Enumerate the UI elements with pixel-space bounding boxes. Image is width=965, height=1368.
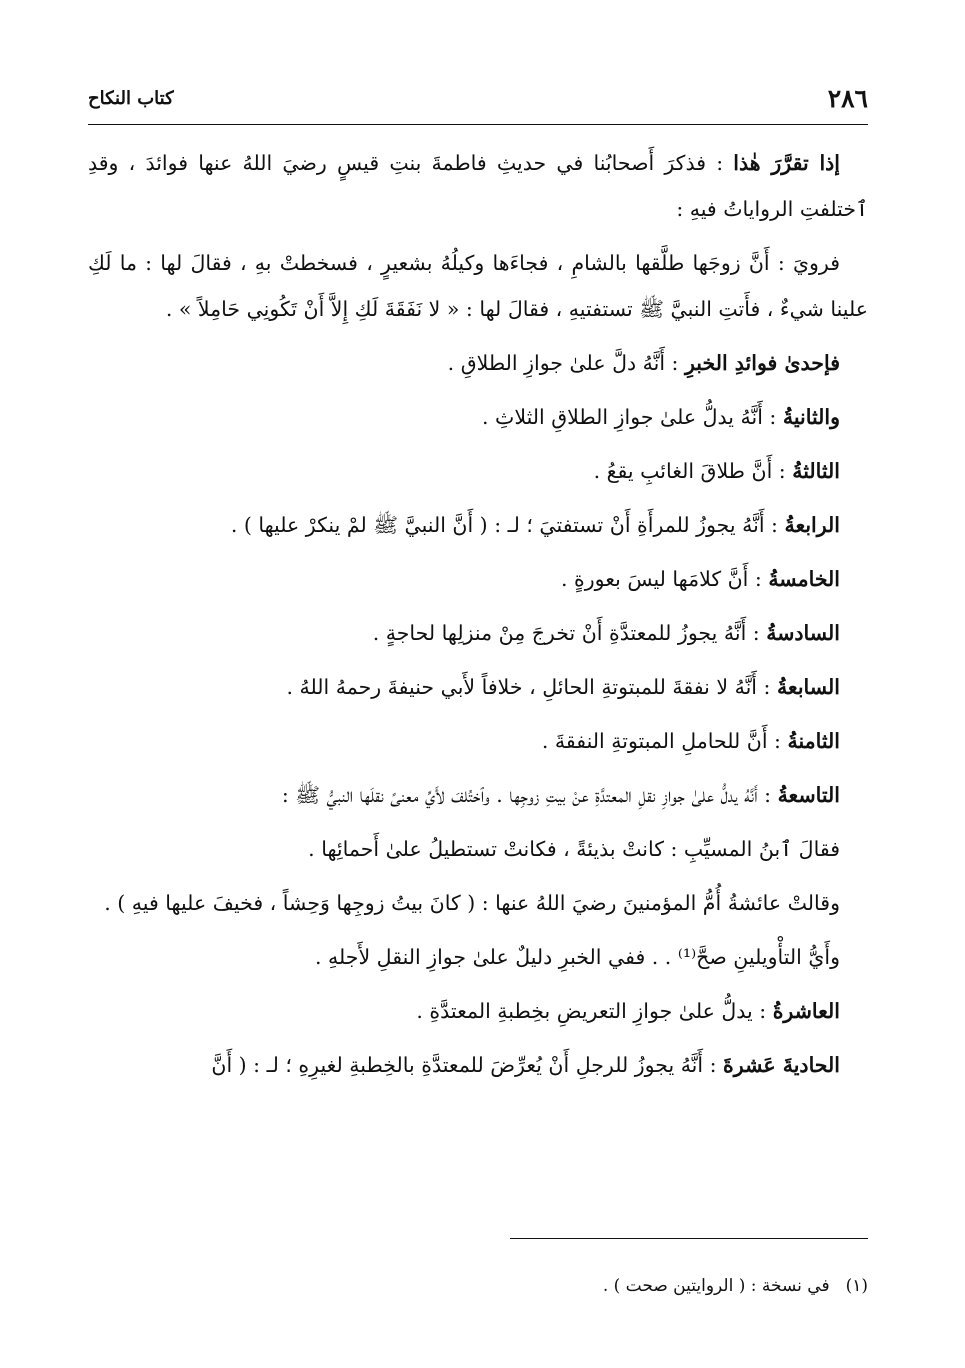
header-rule bbox=[88, 124, 868, 125]
paragraph-text: فقالَ ٱبنُ المسيِّبِ : كانتْ بذيئةً ، فكانتْ تستطيلُ علىٰ أَحمائِها . bbox=[308, 837, 840, 861]
paragraph-text: : أَنَّهُ يجوزُ للمرأَةِ أَنْ تستفتيَ ؛ لـ : ( أَنَّ النبيَّ ﷺ لمْ ينكرْ عليها ) . bbox=[230, 513, 785, 537]
paragraph bbox=[88, 664, 868, 710]
paragraph-text: : أَنَّهُ يجوزُ للرجلِ أَنْ يُعرِّضَ للمعتدَّةِ بالخِطبةِ لغيرِهِ ؛ لـ : ( أَنَّ bbox=[211, 1053, 724, 1077]
paragraph bbox=[88, 610, 868, 656]
paragraph bbox=[88, 340, 868, 386]
paragraph-lead: الخامسةُ bbox=[768, 567, 840, 591]
paragraph-lead: التاسعةُ bbox=[777, 783, 840, 807]
footnotes bbox=[88, 1268, 868, 1304]
paragraph-lead: السادسةُ bbox=[766, 621, 840, 645]
paragraph-text: : أَنَّهُ يجوزُ للمعتدَّةِ أَنْ تخرجَ مِنْ منزلِها لحاجةٍ . bbox=[372, 621, 767, 645]
page-header bbox=[88, 80, 868, 120]
paragraph-text: : أَنَّهُ لا نفقةَ للمبتوتةِ الحائلِ ، خلافاً لأَبي حنيفةَ رحمهُ اللهُ . bbox=[286, 675, 777, 699]
footnote bbox=[88, 1268, 868, 1304]
paragraph-text: فرويَ : أَنَّ زوجَها طلَّقها بالشامِ ، فجاءَها وكيلُهُ بشعيرٍ ، فسخطتْ بهِ ، فقالَ لها : ما لَكِ علينا شيءٌ ، فأَتتِ النبيَّ ﷺ تستفتيهِ ، فقالَ لها : « لا نَفَقَةَ لَكِ إِلاَّ أَنْ تَكُونِي حَامِلاً » . bbox=[88, 251, 868, 321]
paragraph-text: : فذكرَ أَصحابُنا في حديثِ فاطمةَ بنتِ قيسٍ رضيَ اللهُ عنها فوائدَ ، وقدِ ٱختلفتِ الرواياتُ فيهِ : bbox=[88, 151, 868, 221]
paragraph-text: : يدلُّ علىٰ جوازِ التعريضِ بخِطبةِ المعتدَّةِ . bbox=[416, 999, 773, 1023]
paragraph-text: : أَنَّهُ دلَّ علىٰ جوازِ الطلاقِ . bbox=[447, 351, 685, 375]
paragraph bbox=[88, 556, 868, 602]
paragraph-lead: الثامنةُ bbox=[787, 729, 840, 753]
paragraph-lead: الرابعةُ bbox=[784, 513, 840, 537]
footnote-number: (١) bbox=[845, 1276, 868, 1296]
paragraph bbox=[88, 718, 868, 764]
paragraph-text: : أَنَّهُ يدلُّ علىٰ جوازِ الطلاقِ الثلاثِ . bbox=[482, 405, 783, 429]
paragraph bbox=[88, 988, 868, 1034]
paragraph bbox=[88, 240, 868, 332]
paragraph-lead: الحاديةَ عَشرةَ bbox=[723, 1053, 840, 1077]
running-title: كتاب النكاح bbox=[88, 88, 174, 109]
main-text bbox=[88, 140, 868, 1088]
paragraph-lead: إذا تقرَّرَ هٰذا bbox=[733, 151, 840, 175]
paragraph-text: : أَنَّ للحاملِ المبتوتةِ النفقةَ . bbox=[541, 729, 788, 753]
paragraph-text: وقالتْ عائشةُ أُمُّ المؤمنينَ رضيَ اللهُ عنها : ( كانَ بيتُ زوجِها وَحِشاً ، فخيفَ عليها فيهِ ) . bbox=[104, 891, 840, 915]
paragraph-text: وأَيُّ التأْويلينِ صحَّ⁽¹⁾ . . ففي الخبرِ دليلٌ علىٰ جوازِ النقلِ لأَجلهِ . bbox=[314, 945, 840, 969]
paragraph-lead: والثانيةُ bbox=[782, 405, 840, 429]
paragraph-lead: الثالثةُ bbox=[792, 459, 840, 483]
paragraph bbox=[88, 934, 868, 980]
paragraph bbox=[88, 826, 868, 872]
paragraph-lead: السابعةُ bbox=[776, 675, 840, 699]
paragraph-text: : أَنَّهُ يدلُّ علىٰ جوازِ نقلِ المعتدَّةِ عنْ بيتِ زوجِها . وٱختُلفَ لأَيِّ معنىً نقلَها النبيُّ ﷺ : bbox=[281, 783, 778, 807]
paragraph bbox=[88, 140, 868, 232]
paragraph-text: : أَنَّ كلامَها ليسَ بعورةٍ . bbox=[560, 567, 769, 591]
paragraph bbox=[88, 394, 868, 440]
page-number: ٢٨٦ bbox=[827, 84, 868, 113]
paragraph bbox=[88, 880, 868, 926]
footnote-text: في نسخة : ( الروايتين صحت ) . bbox=[602, 1276, 830, 1296]
paragraph bbox=[88, 502, 868, 548]
paragraph bbox=[88, 1042, 868, 1088]
footnote-separator bbox=[510, 1238, 868, 1239]
paragraph-lead: فإحدىٰ فوائدِ الخبرِ bbox=[684, 351, 840, 375]
paragraph bbox=[88, 448, 868, 494]
paragraph-text: : أَنَّ طلاقَ الغائبِ يقعُ . bbox=[593, 459, 793, 483]
paragraph-lead: العاشرةُ bbox=[772, 999, 840, 1023]
paragraph bbox=[88, 772, 868, 818]
